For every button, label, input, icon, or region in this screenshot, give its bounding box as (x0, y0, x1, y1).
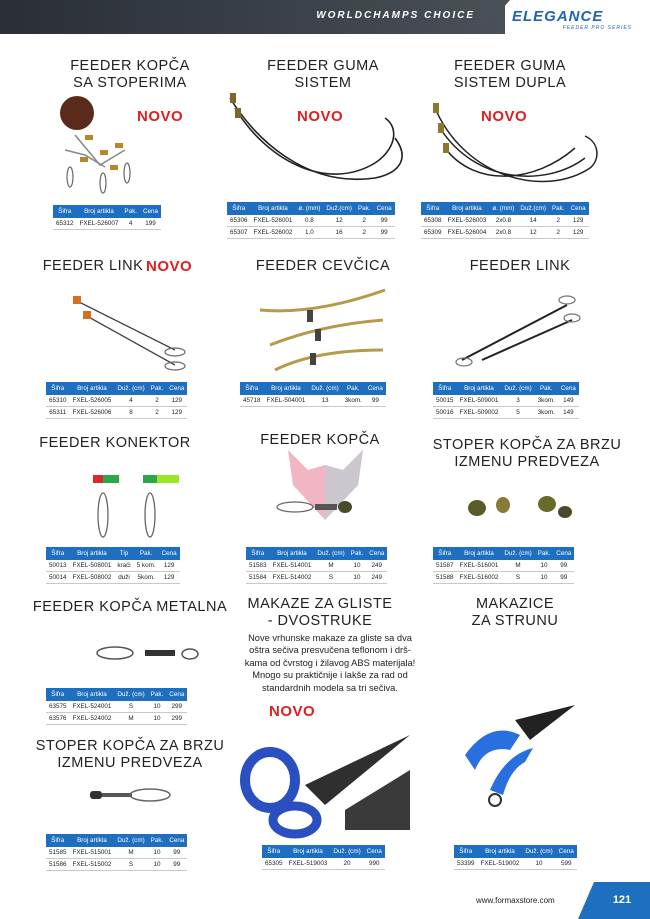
table-row: 51587 FXEL-516001 M 10 99 (433, 560, 574, 572)
product-image-p4 (65, 290, 195, 375)
table-row: 51585 FXEL-515001 M 10 99 (46, 847, 187, 859)
product-image-p6 (452, 290, 587, 370)
product-table-p1: Šifra Broj artikla Pak. Cena 65312 FXEL-526007 4 199 (53, 205, 161, 230)
table-row: 65308 FXEL-526003 2x0.8 14 2 129 (421, 215, 589, 227)
product-title-p7: FEEDER KONEKTOR (39, 435, 191, 451)
product-title-p11: MAKAZE ZA GLISTE - DVOSTRUKE (247, 596, 393, 629)
brand-logo (512, 8, 632, 30)
table-row: 65309 FXEL-526004 2x0.8 12 2 129 (421, 227, 589, 239)
table-row: 50013 FXEL-508001 kraći 5 kom. 129 (46, 560, 180, 572)
product-image-p3 (425, 88, 605, 198)
novo-badge: NOVO (297, 108, 344, 125)
product-image-p11 (225, 730, 415, 840)
product-table-p9: Šifra Broj artikla Duž. (cm) Pak. Cena 51587 FXEL-516001 M 10 99 51588 FXEL-516002 S 10 99 (433, 547, 574, 584)
table-row: 65305 FXEL-519003 20 990 (262, 858, 385, 870)
product-image-p8 (275, 495, 370, 520)
product-image-p5 (255, 285, 390, 375)
page-number-box (594, 882, 650, 919)
table-row: 51583 FXEL-514001 M 10 249 (246, 560, 387, 572)
product-table-p5: Šifra Broj artikla Duž. (cm) Pak. Cena 45718 FXEL-504001 13 3kom. 99 (240, 382, 386, 407)
table-row: 45718 FXEL-504001 13 3kom. 99 (240, 395, 386, 407)
product-title-p2: FEEDER GUMA SISTEM (267, 58, 379, 91)
product-table-p13: Šifra Broj artikla Duž. (cm) Pak. Cena 51585 FXEL-515001 M 10 99 51586 FXEL-515002 S 10 99 (46, 834, 187, 871)
product-title-p12: MAKAZICE ZA STRUNU (471, 596, 559, 629)
product-description-p11: Nove vrhunske makaze za gliste sa dva oštra sečiva presvučena teflonom i drš- kama od čvrstog i žilavog ABS materijala! Mnogo su praktičnije i lakše za rad od standardnih modela sa tri sečiva. (244, 633, 416, 693)
table-row: 51588 FXEL-516002 S 10 99 (433, 572, 574, 584)
product-title-p10: FEEDER KOPČA METALNA (32, 599, 228, 615)
product-image-p13 (90, 785, 175, 805)
product-table-p6: Šifra Broj artikla Duž. (cm) Pak. Cena 50015 FXEL-509001 3 3kom. 149 50016 FXEL-509002 5 3kom. 149 (433, 382, 579, 419)
product-image-p2 (225, 78, 415, 198)
table-row: 65312 FXEL-526007 4 199 (53, 218, 161, 230)
product-table-p12: Šifra Broj artikla Duž. (cm) Cena 53399 FXEL-519002 10 599 (454, 845, 577, 870)
product-table-p7: Šifra Broj artikla Tip Pak. Cena 50013 FXEL-508001 kraći 5 kom. 129 50014 FXEL-508002 duži 5kom. 129 (46, 547, 180, 584)
product-table-p2: Šifra Broj artikla ø. (mm) Duž.(cm) Pak. Cena 65306 FXEL-526001 0.8 12 2 99 65307 FXEL-526002 1.0 16 2 99 (227, 202, 395, 239)
table-row: 65311 FXEL-526006 8 2 129 (46, 407, 187, 419)
product-table-p4: Šifra Broj artikla Duž. (cm) Pak. Cena 65310 FXEL-526005 4 2 129 65311 FXEL-526006 8 2 129 (46, 382, 187, 419)
table-row: 65310 FXEL-526005 4 2 129 (46, 395, 187, 407)
table-row: 50015 FXEL-509001 3 3kom. 149 (433, 395, 579, 407)
product-title-p4: FEEDER LINK (42, 258, 144, 274)
product-title-p13: STOPER KOPČA ZA BRZU IZMENU PREDVEZA (35, 738, 225, 771)
product-table-p11: Šifra Broj artikla Duž. (cm) Cena 65305 FXEL-519003 20 990 (262, 845, 385, 870)
novo-badge: NOVO (137, 108, 184, 125)
header-tagline: WORLDCHAMPS CHOICE (316, 10, 475, 21)
brand-subtitle: FEEDER PRO SERIES (562, 25, 632, 31)
product-image-p1 (55, 95, 145, 195)
product-table-p3: Šifra Broj artikla ø. (mm) Duž.(cm) Pak. Cena 65308 FXEL-526003 2x0.8 14 2 129 65309 FXEL-526004 2x0.8 12 2 129 (421, 202, 589, 239)
product-title-p3: FEEDER GUMA SISTEM DUPLA (453, 58, 567, 91)
novo-badge: NOVO (269, 703, 316, 720)
brand-name: ELEGANCE (512, 8, 604, 25)
product-image-p9 (465, 490, 580, 525)
table-row: 50014 FXEL-508002 duži 5kom. 129 (46, 572, 180, 584)
table-row: 65307 FXEL-526002 1.0 16 2 99 (227, 227, 395, 239)
table-row: 50016 FXEL-509002 5 3kom. 149 (433, 407, 579, 419)
product-image-p7 (85, 470, 195, 545)
table-row: 51584 FXEL-514002 S 10 249 (246, 572, 387, 584)
product-table-p8: Šifra Broj artikla Duž. (cm) Pak. Cena 51583 FXEL-514001 M 10 249 51584 FXEL-514002 S 10 249 (246, 547, 387, 584)
product-table-p10: Šifra Broj artikla Duž. (cm) Pak. Cena 63575 FXEL-524001 S 10 299 63576 FXEL-524002 M 10 299 (46, 688, 187, 725)
product-title-p8: FEEDER KOPČA (260, 432, 380, 448)
footer-url[interactable]: www.formaxstore.com (476, 896, 555, 905)
table-row: 63575 FXEL-524001 S 10 299 (46, 701, 187, 713)
novo-badge: NOVO (146, 258, 193, 275)
table-row: 53399 FXEL-519002 10 599 (454, 858, 577, 870)
product-image-p10 (95, 640, 205, 670)
product-title-p5: FEEDER CEVČICA (255, 258, 391, 274)
table-row: 63576 FXEL-524002 M 10 299 (46, 713, 187, 725)
novo-badge: NOVO (481, 108, 528, 125)
product-title-p9: STOPER KOPČA ZA BRZU IZMENU PREDVEZA (432, 437, 622, 470)
product-title-p6: FEEDER LINK (469, 258, 571, 274)
product-image-p12 (455, 700, 585, 810)
table-row: 65306 FXEL-526001 0.8 12 2 99 (227, 215, 395, 227)
table-row: 51586 FXEL-515002 S 10 99 (46, 859, 187, 871)
page-number: 121 (612, 894, 632, 906)
product-title-p1: FEEDER KOPČA SA STOPERIMA (70, 58, 190, 91)
